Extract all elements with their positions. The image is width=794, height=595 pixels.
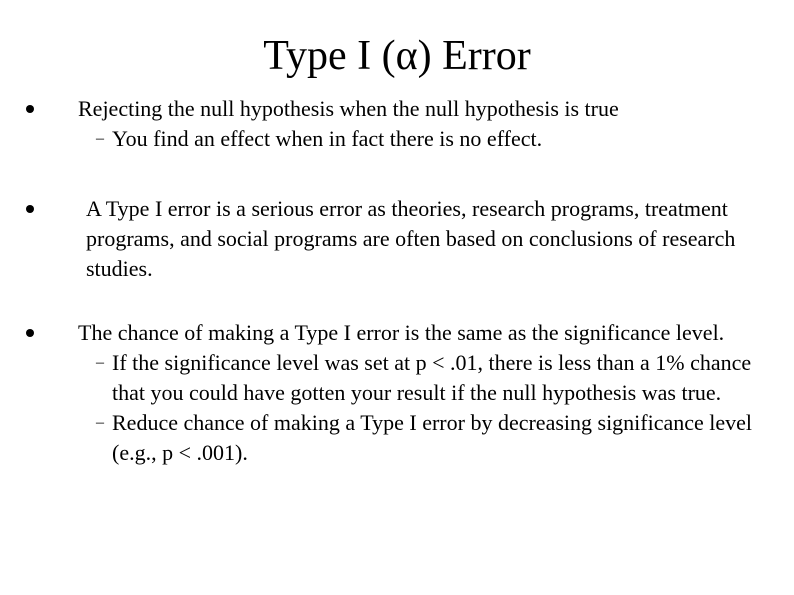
bullet-1-sub-1 [78,124,768,154]
bullet-2 [78,194,768,284]
bullet-1 [78,94,768,154]
bullet-3-sub-1 [78,348,768,408]
bullet-dot-icon [26,205,34,213]
bullet-1-sub-1-text: You find an effect when in fact there is no effect. [112,126,543,151]
bullet-1-text: Rejecting the null hypothesis when the null hypothesis is true [78,96,619,121]
dash-icon: – [96,354,104,371]
bullet-dot-icon [26,105,34,113]
bullet-dot-icon [26,329,34,337]
bullet-2-text: A Type I error is a serious error as theories, research programs, treatment programs, and social programs are often based on conclusions of research studies. [86,196,736,281]
bullet-3-text: The chance of making a Type I error is the same as the significance level. [78,320,725,345]
bullet-3-sub-2-text: Reduce chance of making a Type I error by decreasing significance level (e.g., p < .001). [112,410,753,465]
bullet-3-sub-2 [78,408,768,468]
dash-icon: – [96,414,104,431]
slide-title: Type I (α) Error [263,33,531,79]
bullet-3-sub-1-text: If the significance level was set at p < .01, there is less than a 1% chance that you could have gotten your result if the null hypothesis was true. [112,350,752,405]
dash-icon: – [96,130,104,147]
bullet-3 [78,318,768,468]
